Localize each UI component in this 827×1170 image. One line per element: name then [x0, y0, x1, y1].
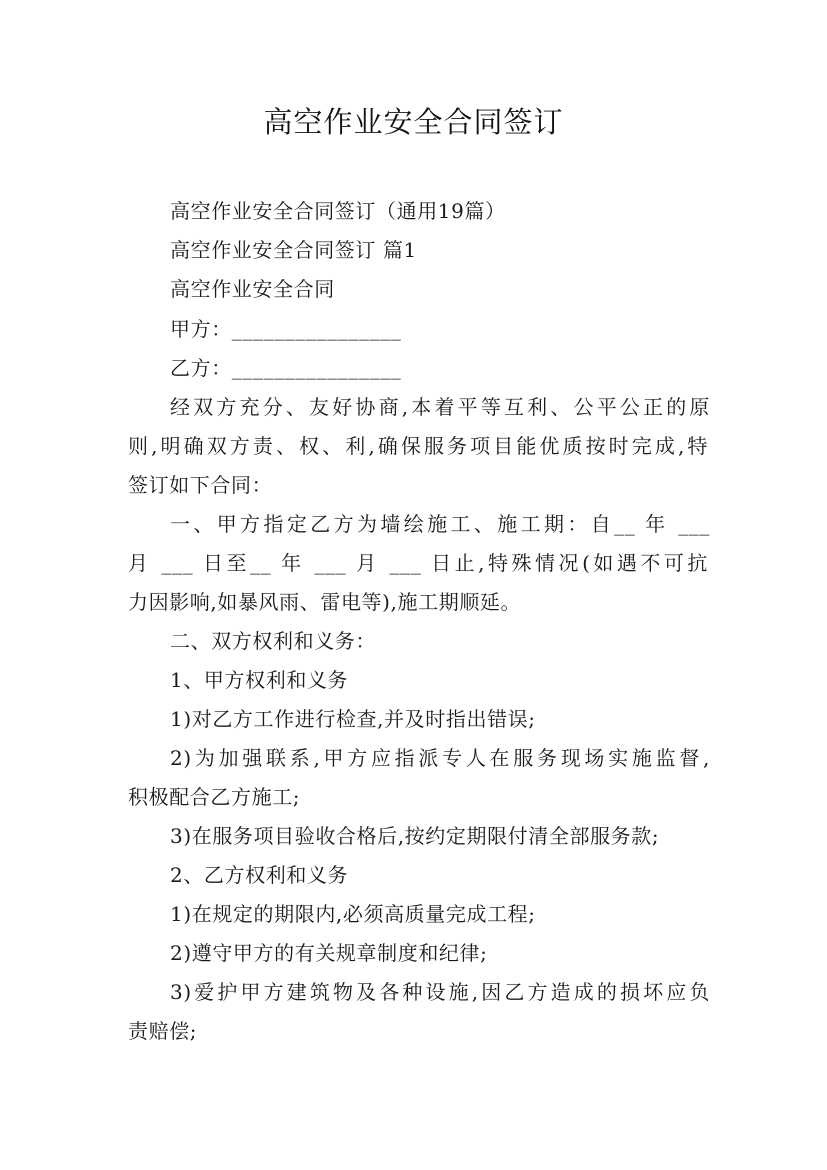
party-a-line: 甲方：________________ [170, 317, 402, 341]
clause-heading: 二、双方权利和义务： [170, 629, 376, 653]
clause-subheading: 1、甲方权利和义务 [170, 668, 349, 692]
list-item-continuation: 责赔偿; [128, 1019, 198, 1043]
section-heading: 高空作业安全合同签订 篇1 [170, 238, 417, 262]
paragraph-line: 签订如下合同： [128, 473, 273, 497]
paragraph-line: 则,明确双方责、权、利,确保服务项目能优质按时完成,特 [128, 434, 708, 458]
paragraph-line: 月 ___ 日至__ 年 ___ 月 ___ 日止,特殊情况(如遇不可抗 [128, 551, 708, 575]
subtitle-line: 高空作业安全合同签订（通用19篇） [170, 199, 506, 223]
paragraph-line: 力因影响,如暴风雨、雷电等),施工期顺延。 [128, 590, 522, 614]
contract-name: 高空作业安全合同 [170, 277, 335, 301]
list-item: 2)遵守甲方的有关规章制度和纪律; [170, 941, 488, 965]
list-item: 3)爱护甲方建筑物及各种设施,因乙方造成的损坏应负 [170, 980, 710, 1004]
list-item: 3)在服务项目验收合格后,按约定期限付清全部服务款; [170, 824, 660, 848]
list-item: 1)对乙方工作进行检查,并及时指出错误; [170, 707, 536, 731]
list-item-continuation: 积极配合乙方施工; [128, 785, 301, 809]
paragraph-line: 经双方充分、友好协商,本着平等互利、公平公正的原 [170, 395, 710, 419]
paragraph-line: 一、甲方指定乙方为墙绘施工、施工期：自__ 年 ___ [170, 512, 710, 536]
clause-subheading: 2、乙方权利和义务 [170, 863, 349, 887]
list-item: 2)为加强联系,甲方应指派专人在服务现场实施监督, [170, 746, 710, 770]
document-title: 高空作业安全合同签订 [263, 105, 564, 139]
party-b-line: 乙方：________________ [170, 356, 402, 380]
list-item: 1)在规定的期限内,必须高质量完成工程; [170, 902, 536, 926]
